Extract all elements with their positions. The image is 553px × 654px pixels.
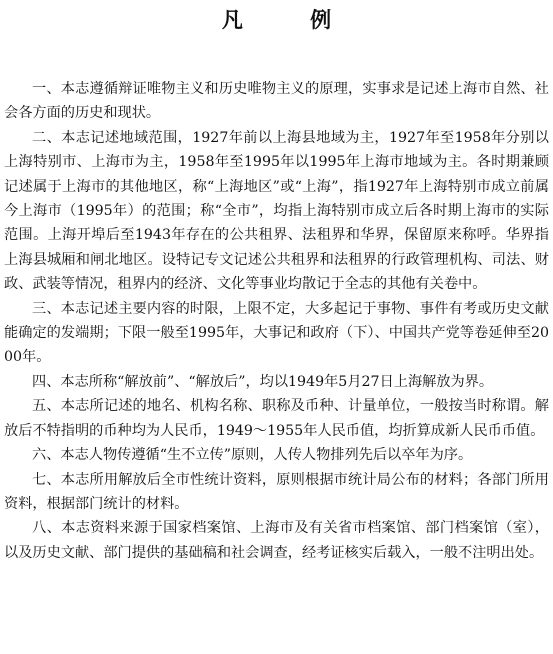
- page-title: 凡 例: [221, 8, 362, 32]
- paragraph-4: 四、本志所称“解放前”、“解放后”，均以1949年5月27日上海解放为界。: [32, 373, 494, 390]
- paragraph-2: 二、本志记述地域范围，1927年前以上海县地域为主，1927年至1958年分别以上海特别市、上海市为主，1958年至1995年以1995年上海市地域为主。各时期兼顾记述属于上海市的其他地区，称“上海地区”或“上海”，指1927年上海特别市成立前属今上海市（1995年）的范围；称“全市”，均指上海特别市成立后各时期上海市的实际范围。上海开埠后至1943年存在的公共租界、法租界和华界，保留原来称呼。华界指上海县城厢和闸北地区。设特记专文记述公共租界和法租界的行政管理机构、司法、财政、武装等情况，租界内的经济、文化等事业均散记于全志的其他有关卷中。: [4, 129, 549, 293]
- paragraph-6: 六、本志人物传遵循“生不立传”原则，人传人物排列先后以卒年为序。: [32, 447, 473, 464]
- paragraph-8: 八、本志资料来源于国家档案馆、上海市及有关省市档案馆、部门档案馆（室），以及历史文献、部门提供的基础稿和社会调查，经考证核实后载入，一般不注明出处。: [4, 520, 549, 561]
- paragraph-7: 七、本志所用解放后全市性统计资料，原则根据市统计局公布的材料；各部门所用资料，根据部门统计的材料。: [4, 471, 549, 512]
- paragraph-3: 三、本志记述主要内容的时限，上限不定，大多起记于事物、事件有考或历史文献能确定的发端期；下限一般至1995年，大事记和政府（下）、中国共产党等卷延伸至2000年。: [4, 300, 549, 366]
- paragraph-5: 五、本志所记述的地名、机构名称、职称及币种、计量单位，一般按当时称谓。解放后不特指明的币种均为人民币，1949～1955年人民币值，均折算成新人民币币值。: [4, 398, 549, 439]
- body-text: [4, 77, 549, 565]
- paragraph-1: 一、本志遵循辩证唯物主义和历史唯物主义的原理，实事求是记述上海市自然、社会各方面的历史和现状。: [4, 81, 549, 122]
